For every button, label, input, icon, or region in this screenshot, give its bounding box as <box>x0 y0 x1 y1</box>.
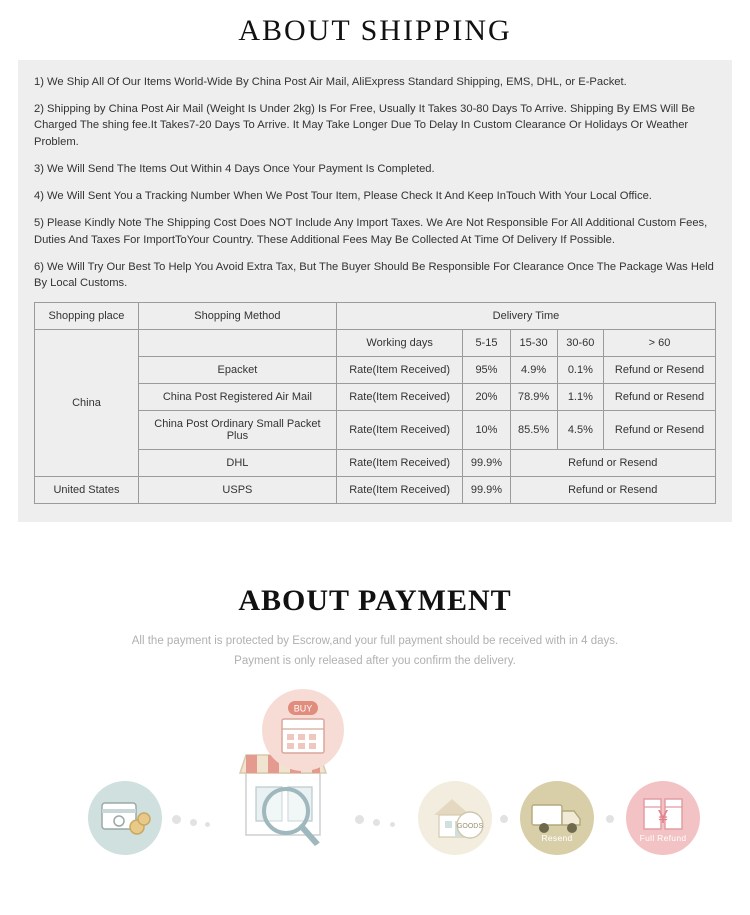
cell-v2: 4.9% <box>510 357 557 384</box>
cell-rate: Rate(Item Received) <box>336 357 462 384</box>
cell-place-united-states: United States <box>35 477 139 504</box>
header-delivery-time: Delivery Time <box>336 303 715 330</box>
shipping-paragraph: 6) We Will Try Our Best To Help You Avoid Extra Tax, But The Buyer Should Be Responsible For Clearance Once The Package Was Held By Local Customs. <box>34 260 714 290</box>
goods-house-icon <box>418 781 492 855</box>
shipping-paragraph: 3) We Will Send The Items Out Within 4 Days Once Your Payment Is Completed. <box>34 162 435 175</box>
cell-v2: 78.9% <box>510 384 557 411</box>
resend-truck-icon <box>520 781 594 855</box>
cell-v4: Refund or Resend <box>604 384 716 411</box>
payment-section <box>0 584 750 671</box>
cell-method: DHL <box>138 450 336 477</box>
goods-label: GOODS <box>456 823 484 831</box>
shipping-panel <box>18 60 732 522</box>
cell-v3: 4.5% <box>557 411 603 450</box>
header-shopping-place: Shopping place <box>35 303 139 330</box>
table-subheader-row <box>35 330 716 357</box>
cell-v4: Refund or Resend <box>510 450 715 477</box>
full-refund-label: Full Refund <box>639 833 687 844</box>
cell-v1: 20% <box>463 384 510 411</box>
buy-label: BUY <box>293 703 313 714</box>
svg-text:¥: ¥ <box>657 807 669 828</box>
subheader-range-4: > 60 <box>604 330 716 357</box>
cell-v3: 1.1% <box>557 384 603 411</box>
connector-dot <box>190 819 197 826</box>
header-shopping-method: Shopping Method <box>138 303 336 330</box>
connector-dot <box>355 815 364 824</box>
subheader-range-2: 15-30 <box>510 330 557 357</box>
connector-dot <box>172 815 181 824</box>
cell-method: USPS <box>138 477 336 504</box>
cell-v4: Refund or Resend <box>604 411 716 450</box>
shipping-paragraph: 2) Shipping by China Post Air Mail (Weight Is Under 2kg) Is For Free, Usually It Takes 30-80 Days To Arrive. Shipping By EMS Will Be Charged The shing fee.It Takes7-20 Days To Arrive. It May Take Longer Due To Delay In Custom Clearance Or Holidays Or Weather Problem. <box>34 103 695 148</box>
shipping-title: ABOUT SHIPPING <box>238 14 512 47</box>
shipping-paragraph: 1) We Ship All Of Our Items World-Wide By China Post Air Mail, AliExpress Standard Shipping, EMS, DHL, or E-Packet. <box>34 76 627 88</box>
cell-rate: Rate(Item Received) <box>336 384 462 411</box>
cell-v1: 95% <box>463 357 510 384</box>
cell-v1: 10% <box>463 411 510 450</box>
cell-rate: Rate(Item Received) <box>336 411 462 450</box>
connector-dot <box>373 819 380 826</box>
table-header-row <box>35 303 716 330</box>
cell-method: Epacket <box>138 357 336 384</box>
subheader-range-1: 5-15 <box>463 330 510 357</box>
cell-method: China Post Registered Air Mail <box>138 384 336 411</box>
money-icon <box>88 781 162 855</box>
buy-icon <box>262 689 344 771</box>
payment-subtitle-line-1: All the payment is protected by Escrow,and your full payment should be received with in 4 days. <box>131 635 619 648</box>
cell-place-china: China <box>35 330 139 477</box>
table-row <box>35 477 716 504</box>
subheader-range-3: 30-60 <box>557 330 603 357</box>
cell-v2: 85.5% <box>510 411 557 450</box>
connector-dot <box>500 815 508 823</box>
connector-dot <box>205 822 210 827</box>
connector-dot <box>390 822 395 827</box>
payment-subtitle-line-2: Payment is only released after you confirm the delivery. <box>234 654 516 667</box>
cell-method: China Post Ordinary Small Packet Plus <box>138 411 336 450</box>
cell-v4: Refund or Resend <box>604 357 716 384</box>
cell-v4: Refund or Resend <box>510 477 715 504</box>
cell-rate: Rate(Item Received) <box>336 450 462 477</box>
payment-title: ABOUT PAYMENT <box>238 584 512 618</box>
cell-v1: 99.9% <box>463 450 510 477</box>
cell-empty <box>138 330 336 357</box>
cell-rate: Rate(Item Received) <box>336 477 462 504</box>
delivery-time-table <box>34 302 716 504</box>
resend-label: Resend <box>541 833 573 844</box>
full-refund-icon <box>626 781 700 855</box>
subheader-working-days: Working days <box>336 330 462 357</box>
cell-v3: 0.1% <box>557 357 603 384</box>
shipping-paragraph: 4) We Will Sent You a Tracking Number When We Post Tour Item, Please Check It And Keep InTouch With Your Local Office. <box>34 190 652 203</box>
connector-dot <box>606 815 614 823</box>
payment-flow-illustration <box>0 689 750 909</box>
shipping-paragraph: 5) Please Kindly Note The Shipping Cost Does NOT Include Any Import Taxes. We Are Not Responsible For All Additional Custom Fees, Duties And Taxes For ImportToYour Country. These Additional Fees May Be Collected At Time Of Delivery If Possible. <box>34 217 708 246</box>
cell-v1: 99.9% <box>463 477 510 504</box>
